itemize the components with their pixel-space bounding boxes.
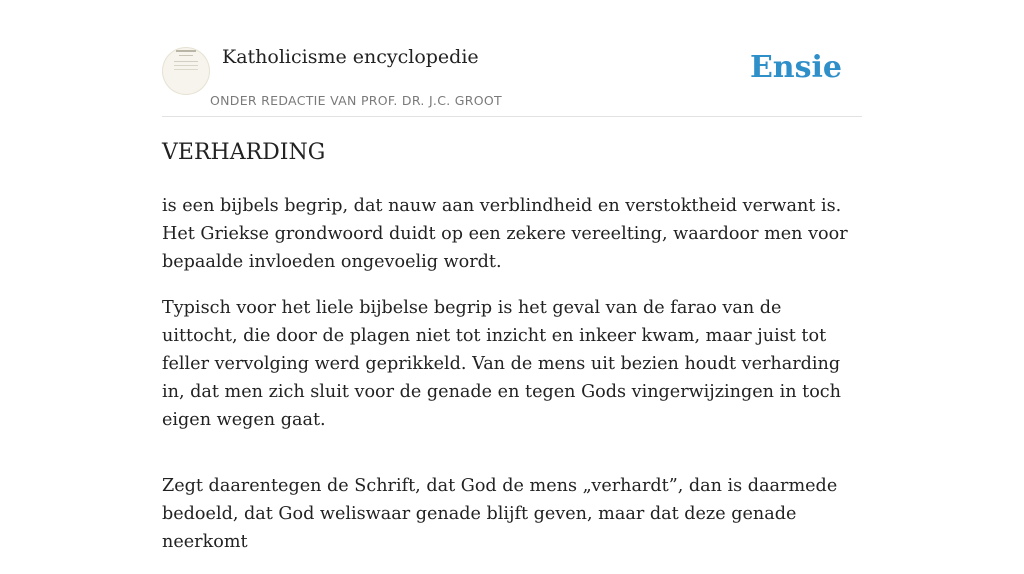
article-paragraph: is een bijbels begrip, dat nauw aan verblindheid en verstoktheid verwant is. Het Griekse grondwoord duidt op een zekere vereelting, waardoor men voor bepaalde invloeden ongevoelig wordt. bbox=[162, 196, 848, 272]
article-paragraph: Zegt daarentegen de Schrift, dat God de mens „verhardt”, dan is daarmede bedoeld, dat God weliswaar genade blijft geven, maar dat deze genade neerkomt bbox=[162, 476, 838, 552]
site-header bbox=[162, 0, 862, 117]
entry-title: VERHARDING bbox=[162, 140, 326, 165]
book-cover-icon[interactable] bbox=[162, 47, 210, 95]
page bbox=[162, 0, 862, 552]
article-body bbox=[162, 192, 862, 574]
article-paragraph: Typisch voor het liele bijbelse begrip is het geval van de farao van de uittocht, die door de plagen niet tot inzicht en inkeer kwam, maar juist tot feller vervolging werd geprikkeld. Van de mens uit bezien houdt verharding in, dat men zich sluit voor de genade en tegen Gods vingerwijzingen in toch eigen wegen gaat. bbox=[162, 298, 841, 430]
brand-logo[interactable]: Ensie bbox=[749, 50, 842, 85]
site-subtitle: ONDER REDACTIE VAN PROF. DR. J.C. GROOT bbox=[210, 93, 502, 108]
site-title[interactable]: Katholicisme encyclopedie bbox=[222, 46, 479, 68]
